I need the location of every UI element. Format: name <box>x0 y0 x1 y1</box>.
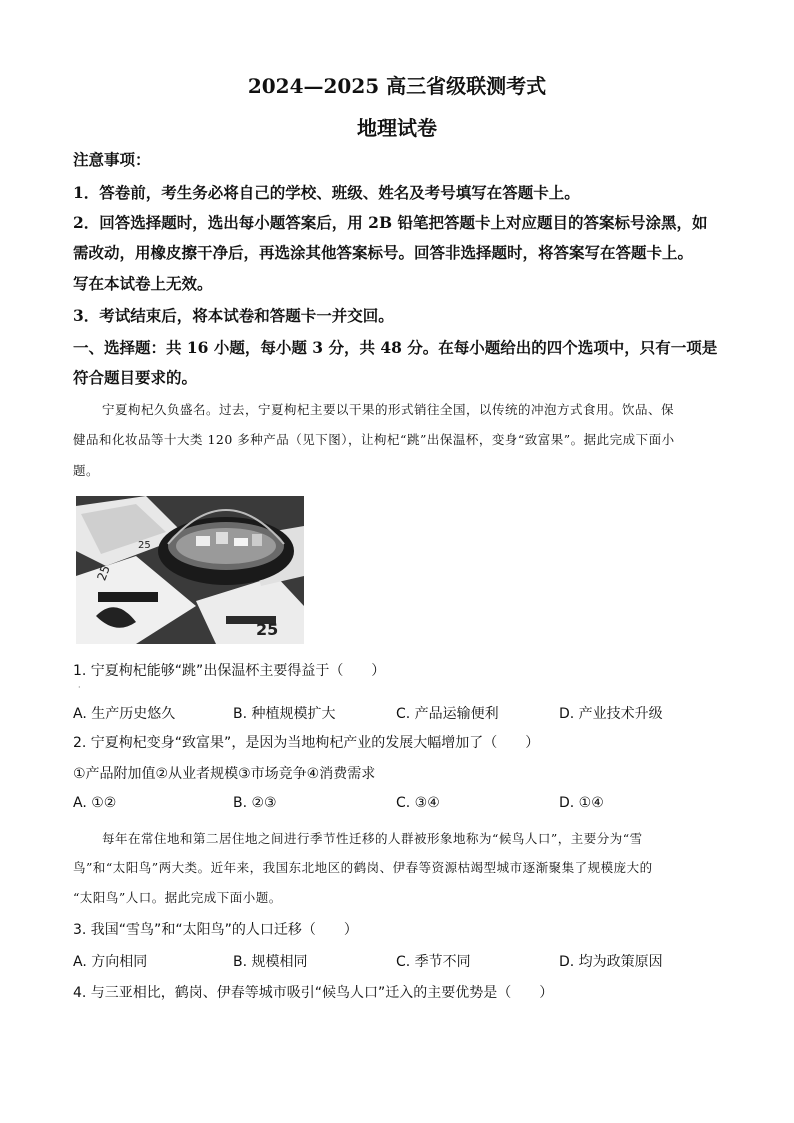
photo-box-label: 25 <box>94 563 113 583</box>
question-2-stem: 2. 宁夏枸杞变身“致富果”，是因为当地枸杞产业的发展大幅增加了（ ） <box>73 735 540 751</box>
goji-products-photo <box>76 496 304 644</box>
option-d[interactable]: D. 产业技术升级 <box>559 706 663 722</box>
notice-item: 1．答卷前，考生务必将自己的学校、班级、姓名及考号填写在答题卡上。 <box>73 183 580 202</box>
notice-item: 需改动，用橡皮擦干净后，再选涂其他答案标号。回答非选择题时，将答案写在答题卡上。 <box>73 243 694 262</box>
option-d[interactable]: D. ①④ <box>559 795 604 811</box>
section-heading: 一、选择题：共 16 小题，每小题 3 分，共 48 分。在每小题给出的四个选项中，只有一项是 <box>73 338 718 357</box>
section-heading-cont: 符合题目要求的。 <box>73 368 198 387</box>
option-a[interactable]: A. 方向相同 <box>73 954 148 970</box>
option-b[interactable]: B. 种植规模扩大 <box>233 706 336 722</box>
exam-subtitle: 地理试卷 <box>357 116 437 140</box>
option-b[interactable]: B. 规模相同 <box>233 954 308 970</box>
option-c[interactable]: C. 产品运输便利 <box>396 706 499 722</box>
passage-line: 健品和化妆品等十大类 120 多种产品（见下图），让枸杞“跳”出保温杯，变身“致富果”。据此完成下面小 <box>73 432 675 447</box>
passage-line: 宁夏枸杞久负盛名。过去，宁夏枸杞主要以干果的形式销往全国，以传统的冲泡方式食用。饮品、保 <box>102 402 675 417</box>
option-c[interactable]: C. 季节不同 <box>396 954 471 970</box>
notice-item: 3．考试结束后，将本试卷和答题卡一并交回。 <box>73 306 394 325</box>
stray-mark: · <box>78 683 81 692</box>
notice-item: 写在本试卷上无效。 <box>73 274 213 293</box>
question-1-options <box>73 703 723 723</box>
question-4-stem: 4. 与三亚相比，鹤岗、伊春等城市吸引“候鸟人口”迁入的主要优势是（ ） <box>73 985 554 1001</box>
question-2-note: ①产品附加值②从业者规模③市场竞争④消费需求 <box>73 766 376 782</box>
passage-line: 鸟”和“太阳鸟”两大类。近年来，我国东北地区的鹤岗、伊春等资源枯竭型城市逐渐聚集了规模庞大的 <box>73 860 653 875</box>
notice-heading: 注意事项： <box>73 150 151 169</box>
option-a[interactable]: A. 生产历史悠久 <box>73 706 176 722</box>
question-3-options <box>73 951 723 971</box>
photo-box-label: 25 <box>138 540 151 551</box>
passage-line: 题。 <box>73 463 100 478</box>
option-d[interactable]: D. 均为政策原因 <box>559 954 663 970</box>
photo-box-label: 25 <box>256 620 279 639</box>
passage-line: “太阳鸟”人口。据此完成下面小题。 <box>73 890 282 905</box>
option-c[interactable]: C. ③④ <box>396 795 440 811</box>
passage-line: 每年在常住地和第二居住地之间进行季节性迁移的人群被形象地称为“候鸟人口”，主要分为“雪 <box>102 831 643 846</box>
question-2-options <box>73 795 723 815</box>
exam-title: 2024—2025 高三省级联测考式 <box>247 74 547 98</box>
question-1-stem: 1. 宁夏枸杞能够“跳”出保温杯主要得益于（ ） <box>73 663 386 679</box>
option-b[interactable]: B. ②③ <box>233 795 277 811</box>
option-a[interactable]: A. ①② <box>73 795 117 811</box>
notice-item: 2．回答选择题时，选出每小题答案后，用 2B 铅笔把答题卡上对应题目的答案标号涂黑，如 <box>73 213 708 232</box>
question-3-stem: 3. 我国“雪鸟”和“太阳鸟”的人口迁移（ ） <box>73 922 358 938</box>
